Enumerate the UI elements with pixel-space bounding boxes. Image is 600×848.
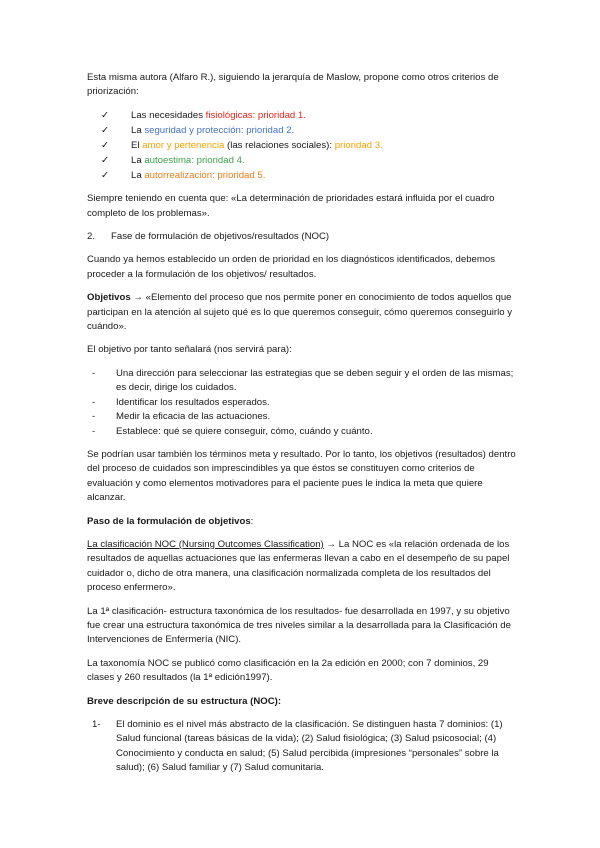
se-podrian-paragraph: Se podrían usar también los términos meta y resultado. Por lo tanto, los objetivos (resultados) dentro del proceso de cuidados son imprescindibles ya que éstos se constituyen como criterios de evaluación y como elementos motivadores para el paciente pues le indica la meta que quiere alcanzar. (87, 448, 516, 504)
list-item: - Una dirección para seleccionar las estrategias que se deben seguir y el orden de las mismas; es decir, dirige los cuidados. (92, 367, 514, 394)
priority-item-3: ✓ El amor y pertenencia (las relaciones sociales): prioridad 3. (101, 139, 517, 153)
cuando-paragraph: Cuando ya hemos establecido un orden de prioridad en los diagnósticos identificados, debemos proceder a la formulación de los objetivos/ resultados. (87, 254, 495, 280)
paso-heading: Paso de la formulación de objetivos: (87, 515, 254, 527)
taxonomia-paragraph: La taxonomía NOC se publicó como clasificación en la 2a edición en 2000; con 7 dominios, 29 clases y 260 resultados (la 1ª edición1997). (87, 657, 489, 684)
section-2-title: Fase de formulación de objetivos/resultados (NOC) (111, 231, 330, 243)
clasificacion-label: La clasificación NOC (Nursing Outcomes Classification) (87, 538, 324, 550)
check-icon: ✓ (101, 124, 110, 136)
structure-list (87, 718, 517, 776)
objetivos-label: Objetivos (87, 292, 131, 304)
breve-heading: Breve descripción de su estructura (NOC): (87, 695, 282, 707)
priority-item-1: ✓ Las necesidades fisiológicas: prioridad 1. (101, 109, 517, 123)
list-item: - Identificar los resultados esperados. (92, 396, 270, 408)
list-item: - Establece: qué se quiere conseguir, cómo, cuándo y cuánto. (92, 425, 373, 437)
check-icon: ✓ (101, 169, 110, 181)
objetivos-paragraph: Objetivos → «Elemento del proceso que nos permite poner en conocimiento de todos aquellos que participan en la atención al sujeto qué es lo que queremos conseguir, cómo queremos conseguirlo y cuándo». (87, 292, 513, 333)
priority-item-4: ✓ La autoestima: prioridad 4. (101, 154, 517, 168)
check-icon: ✓ (101, 154, 110, 166)
check-icon: ✓ (101, 109, 110, 121)
priority-item-5: ✓ La autorrealización: prioridad 5. (101, 169, 517, 183)
priority-item-2: ✓ La seguridad y protección: prioridad 2. (101, 124, 517, 138)
document-body (87, 71, 517, 776)
primera-paragraph: La 1ª clasificación- estructura taxonómica de los resultados- fue desarrollada en 1997, y su objetivo fue crear una estructura taxonómica de tres niveles similar a la desarrollada para la Clasificación de Intervenciones de Enfermería (NIC). (87, 605, 511, 646)
objective-purposes-list (87, 367, 517, 439)
el-objetivo-paragraph: El objetivo por tanto señalará (nos servirá para): (87, 344, 292, 356)
list-item: 1- El dominio es el nivel más abstracto de la clasificación. Se distinguen hasta 7 dominios: (1) Salud funcional (tareas básicas de la vida); (2) Salud fisiológica; (3) Salud psicosocial; (4) Conocimiento y conducta en salud; (5) Salud percibida (impresiones “personales” sobre la salud); (6) Salud familiar y (7) Salud comunitaria. (92, 719, 503, 774)
siempre-paragraph: Siempre teniendo en cuenta que: «La determinación de prioridades estará influida por el cuadro completo de los problemas». (87, 193, 495, 219)
section-2-heading: 2. Fase de formulación de objetivos/resultados (NOC) (87, 231, 330, 243)
priority-list (87, 109, 517, 183)
clasificacion-paragraph: La clasificación NOC (Nursing Outcomes Classification) → La NOC es «la relación ordenada de los resultados de aquellas actuaciones que las enfermeras llevan a cabo en el desempeño de su papel cuidador o, dicho de otra manera, una clasificación normalizada completa de los resultados del proceso enfermero». (87, 538, 510, 594)
check-icon: ✓ (101, 139, 110, 151)
intro-paragraph: Esta misma autora (Alfaro R.), siguiendo la jerarquía de Maslow, propone como otros criterios de priorización: (87, 72, 499, 98)
list-item: - Medir la eficacia de las actuaciones. (92, 411, 271, 423)
